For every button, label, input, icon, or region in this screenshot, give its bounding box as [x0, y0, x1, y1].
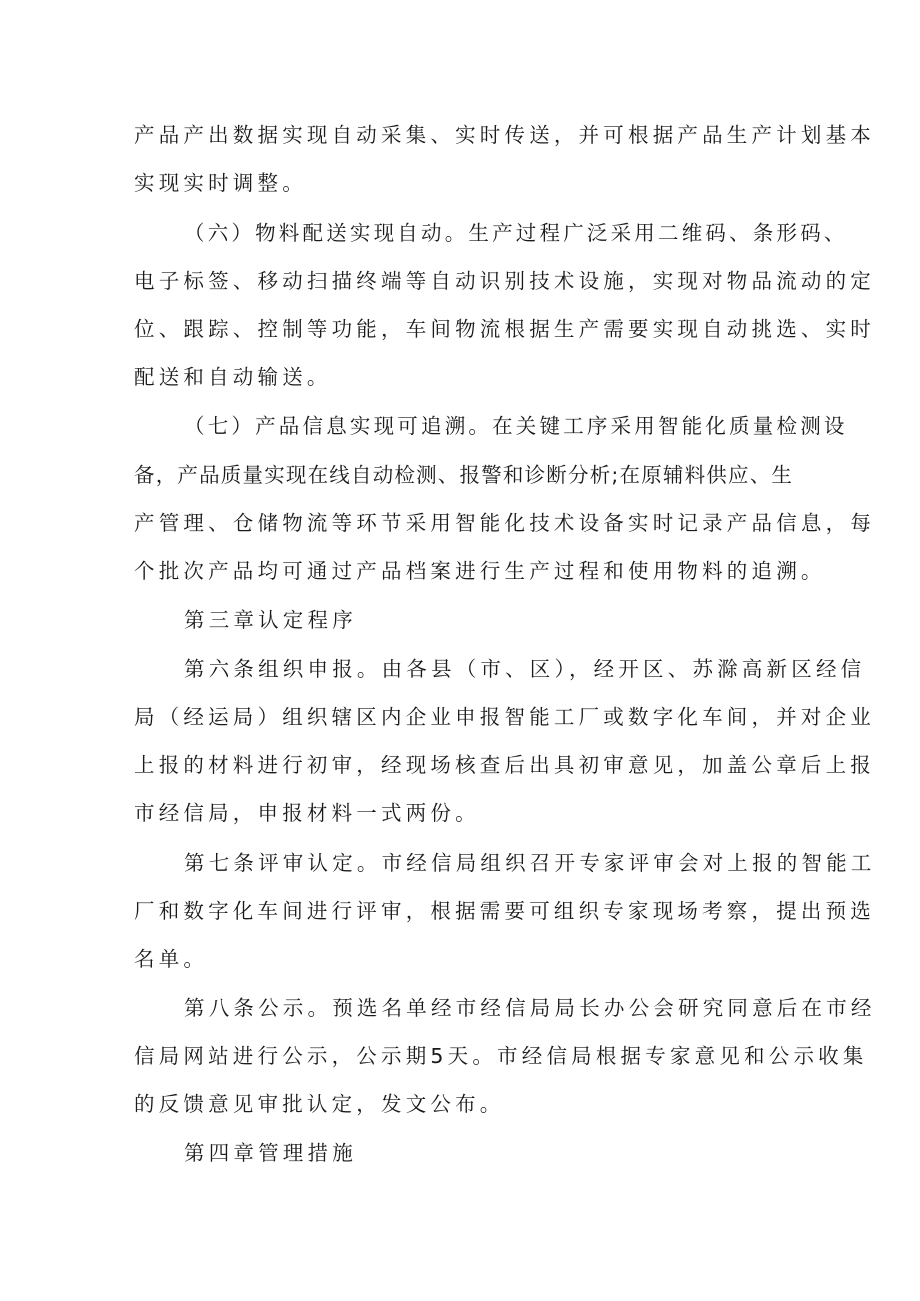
paragraph-line: 第八条公示。预选名单经市经信局局长办公会研究同意后在市经: [184, 996, 876, 1020]
paragraph-line: 名单。: [134, 947, 209, 971]
paragraph-line: 实现实时调整。: [134, 171, 307, 195]
paragraph-line: 的反馈意见审批认定，发文公布。: [134, 1092, 505, 1116]
paragraph-line: 第七条评审认定。市经信局组织召开专家评审会对上报的智能工: [184, 851, 876, 875]
paragraph-line: （六）物料配送实现自动。生产过程广泛采用二维码、条形码、: [184, 221, 848, 245]
paragraph-line: 局（经运局）组织辖区内企业申报智能工厂或数字化车间，并对企业: [134, 705, 875, 729]
paragraph-line: 第六条组织申报。由各县（市、区），经开区、苏滁高新区经信: [184, 657, 866, 681]
paragraph-line: 市经信局，申报材料一式两份。: [134, 801, 480, 825]
paragraph-line: 上报的材料进行初审，经现场核查后出具初审意见，加盖公章后上报: [134, 753, 875, 777]
paragraph-line: 信局网站进行公示，公示期5天。市经信局根据专家意见和公示收集: [134, 1044, 868, 1068]
paragraph-line: 位、跟踪、控制等功能，车间物流根据生产需要实现自动挑选、实时: [134, 317, 875, 341]
section-heading: 第四章管理措施: [184, 1141, 357, 1165]
paragraph-line: 产品产出数据实现自动采集、实时传送，并可根据产品生产计划基本: [134, 123, 875, 147]
paragraph-line: 备，产品质量实现在线自动检测、报警和诊断分析;在原辅料供应、生: [134, 463, 794, 487]
paragraph-line: 电子标签、移动扫描终端等自动识别技术设施，实现对物品流动的定: [134, 269, 875, 293]
paragraph-line: 厂和数字化车间进行评审，根据需要可组织专家现场考察，提出预选: [134, 899, 875, 923]
section-heading: 第三章认定程序: [184, 608, 357, 632]
paragraph-line: （七）产品信息实现可追溯。在关键工序采用智能化质量检测设: [184, 414, 848, 438]
paragraph-line: 个批次产品均可通过产品档案进行生产过程和使用物料的追溯。: [134, 559, 826, 583]
paragraph-line: 产管理、仓储物流等环节采用智能化技术设备实时记录产品信息，每: [134, 511, 875, 535]
paragraph-line: 配送和自动输送。: [134, 365, 332, 389]
